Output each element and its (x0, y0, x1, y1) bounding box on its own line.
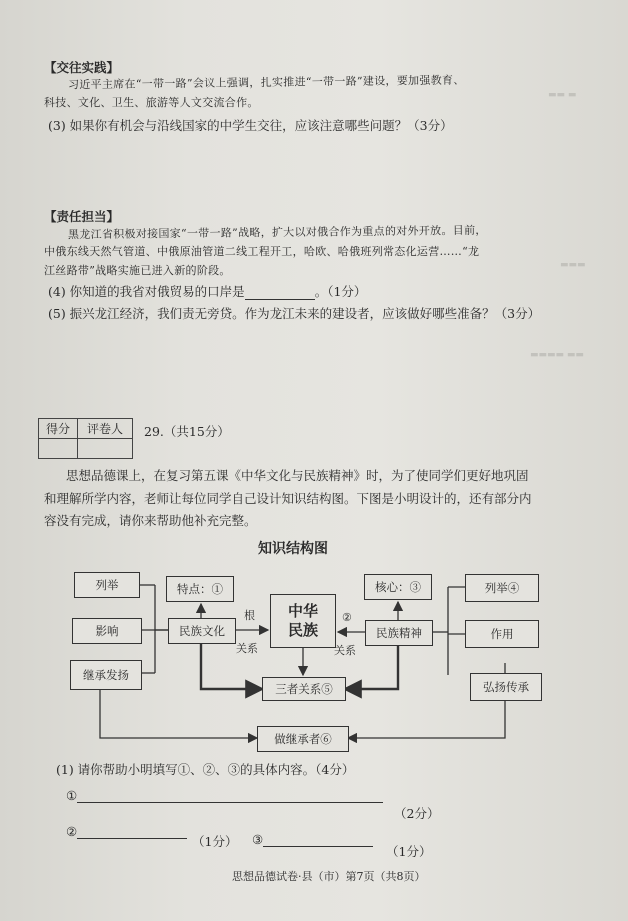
answer-blank-3[interactable] (263, 832, 373, 847)
section1-text-line1: 习近平主席在“一带一路”会议上强调，扎实推进“一带一路”建设，要加强教育、 (67, 73, 465, 92)
box-successor: 做继承者⑥ (257, 726, 349, 752)
answer-blank-2[interactable] (77, 824, 187, 839)
section-heading-practice: 【交往实践】 (44, 60, 120, 75)
grader-header: 评卷人 (78, 419, 133, 439)
box-core: 核心：③ (364, 574, 432, 600)
q29-intro-line1: 思想品德课上，在复习第五课《中华文化与民族精神》时，为了使同学们更好地巩固 (66, 468, 529, 483)
section2-text-line3: 江丝路带”战略实施已进入新的阶段。 (44, 264, 231, 277)
box-chinese-nation (270, 594, 336, 648)
label-two: ② (342, 611, 352, 624)
question-4-suffix: 。（1分） (314, 284, 367, 299)
box-left-examples: 列举 (74, 572, 140, 598)
box-right-examples: 列举④ (465, 574, 539, 602)
center-line2: 民族 (287, 621, 318, 639)
bleed-through-mark: ▬▬ ▬ (548, 90, 577, 100)
score-note-3: （1分） (386, 844, 432, 859)
answer-row-2 (66, 824, 187, 839)
center-line1: 中华 (287, 602, 318, 621)
score-note-1: （2分） (394, 806, 440, 821)
page-footer: 思想品德试卷·县（市）第7页（共8页） (232, 870, 426, 883)
question-3: (3) 如果你有机会与沿线国家的中学生交往，应该注意哪些问题？（3分） (48, 118, 453, 133)
bleed-through-mark: ▬▬▬ (560, 260, 586, 270)
label-root: 根 (244, 609, 255, 622)
section-heading-responsibility: 【责任担当】 (44, 209, 120, 224)
q29-intro-line2: 和理解所学内容，老师让每位同学自己设计知识结构图。下图是小明设计的，还有部分内 (44, 491, 532, 506)
answer-row-3 (252, 832, 373, 847)
box-spirit: 民族精神 (365, 620, 433, 646)
section2-text-line2: 中俄东线天然气管道、中俄原油管道二线工程开工，哈欧、哈俄班列常态化运营……“龙 (44, 245, 480, 258)
section1-text-line2: 科技、文化、卫生、旅游等人文交流合作。 (44, 96, 259, 109)
box-three-relation: 三者关系⑤ (262, 677, 346, 701)
bleed-through-mark: ▬▬▬▬ ▬▬ (530, 350, 584, 360)
answer-blank-1[interactable] (77, 788, 383, 803)
box-right-role: 作用 (465, 620, 539, 648)
label-relation-right: 关系 (334, 644, 356, 657)
question-5: (5) 振兴龙江经济，我们责无旁贷。作为龙江未来的建设者，应该做好哪些准备？（3分） (48, 306, 541, 321)
score-note-2: （1分） (192, 834, 238, 849)
box-right-promote: 弘扬传承 (470, 673, 542, 701)
box-culture: 民族文化 (168, 618, 236, 644)
label-relation-left: 关系 (236, 642, 258, 655)
section2-text-line1: 黑龙江省积极对接国家“一带一路”战略，扩大以对俄合作为重点的对外开放。目前， (67, 223, 487, 242)
mark-2: ② (66, 824, 78, 839)
box-left-influence: 影响 (72, 618, 142, 644)
q29-intro-line3: 容没有完成，请你来帮助他补充完整。 (44, 513, 257, 528)
sub-question-1: (1) 请你帮助小明填写①、②、③的具体内容。（4分） (56, 762, 355, 777)
diagram-title: 知识结构图 (258, 541, 328, 557)
question-4-prefix: (4) 你知道的我省对俄贸易的口岸是 (48, 284, 245, 299)
question-29-title: 29.（共15分） (144, 424, 230, 439)
box-left-inherit: 继承发扬 (70, 660, 142, 690)
score-header: 得分 (39, 419, 78, 439)
mark-3: ③ (252, 832, 264, 847)
mark-1: ① (66, 788, 78, 803)
answer-row-1 (66, 788, 383, 803)
box-feature: 特点：① (166, 576, 234, 602)
